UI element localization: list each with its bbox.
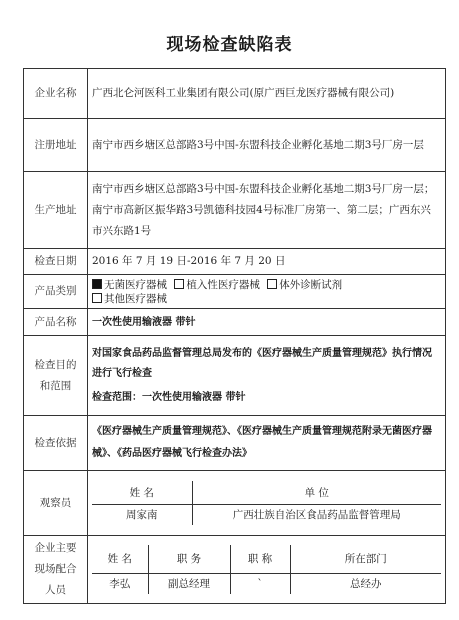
- attendee-col-dept: 所在部门: [290, 545, 441, 573]
- value-company: 广西北仑河医科工业集团有限公司(原广西巨龙医疗器械有限公司): [88, 69, 446, 119]
- option-sterile[interactable]: 无菌医疗器械: [92, 279, 167, 291]
- observer-table: [92, 481, 441, 526]
- checkbox-empty-icon: [267, 279, 277, 289]
- attendee-col-name: 姓 名: [92, 545, 148, 573]
- label-observer: 观察员: [24, 471, 88, 536]
- value-basis: 《医疗器械生产质量管理规范》、《医疗器械生产质量管理规范附录无菌医疗器械》、《药品医疗器械飞行检查办法》: [88, 416, 446, 471]
- row-attendee: [24, 536, 446, 604]
- label-inspect-date: 检查日期: [24, 249, 88, 275]
- row-reg-address: [24, 119, 446, 172]
- attendee-col-title: 职 称: [230, 545, 290, 573]
- checkbox-checked-icon: [92, 279, 102, 289]
- label-product: 产品名称: [24, 309, 88, 336]
- checkbox-empty-icon: [92, 293, 102, 303]
- value-prod-address: 南宁市西乡塘区总部路3号中国-东盟科技企业孵化基地二期3号厂房一层；南宁市高新区振华路3号凯德科技园4号标准厂房第一、第二层；广西东兴市兴东路1号: [88, 172, 446, 249]
- observer-unit: 广西壮族自治区食品药品监督管理局: [192, 505, 441, 526]
- value-category: [88, 275, 446, 309]
- option-implant[interactable]: 植入性医疗器械: [174, 279, 260, 291]
- row-company: [24, 69, 446, 119]
- checkbox-empty-icon: [174, 279, 184, 289]
- value-inspect-date: 2016 年 7 月 19 日-2016 年 7 月 20 日: [88, 249, 446, 275]
- row-category: [24, 275, 446, 309]
- label-reg-address: 注册地址: [24, 119, 88, 172]
- value-purpose: [88, 336, 446, 416]
- row-observer: [24, 471, 446, 536]
- row-product: [24, 309, 446, 336]
- observer-col-name: 姓 名: [92, 481, 192, 505]
- label-basis: 检查依据: [24, 416, 88, 471]
- label-attendee: 企业主要现场配合人员: [24, 536, 88, 604]
- label-prod-address: 生产地址: [24, 172, 88, 249]
- attendee-table: [92, 545, 441, 594]
- scope-text: 检查范围：一次性使用输液器 带针: [92, 391, 246, 403]
- attendee-cell: [88, 536, 446, 604]
- attendee-dept: 总经办: [290, 573, 441, 594]
- observer-name: 周家南: [92, 505, 192, 526]
- label-company: 企业名称: [24, 69, 88, 119]
- row-purpose: [24, 336, 446, 416]
- option-ivd[interactable]: 体外诊断试剂: [267, 279, 342, 291]
- row-prod-address: [24, 172, 446, 249]
- observer-cell: [88, 471, 446, 536]
- label-category: 产品类别: [24, 275, 88, 309]
- attendee-col-duty: 职 务: [148, 545, 230, 573]
- label-purpose: 检查目的和范围: [24, 336, 88, 416]
- value-product: 一次性使用输液器 带针: [88, 309, 446, 336]
- attendee-title: `: [230, 573, 290, 594]
- attendee-name: 李弘: [92, 573, 148, 594]
- page-title: 现场检查缺陷表: [166, 35, 293, 55]
- value-reg-address: 南宁市西乡塘区总部路3号中国-东盟科技企业孵化基地二期3号厂房一层: [88, 119, 446, 172]
- row-basis: [24, 416, 446, 471]
- defect-form-table: [23, 68, 446, 604]
- purpose-text: 对国家食品药品监督管理总局发布的《医疗器械生产质量管理规范》执行情况进行飞行检查: [92, 347, 432, 379]
- observer-col-unit: 单 位: [192, 481, 441, 505]
- attendee-duty: 副总经理: [148, 573, 230, 594]
- option-other[interactable]: 其他医疗器械: [92, 293, 167, 305]
- row-inspect-date: [24, 249, 446, 275]
